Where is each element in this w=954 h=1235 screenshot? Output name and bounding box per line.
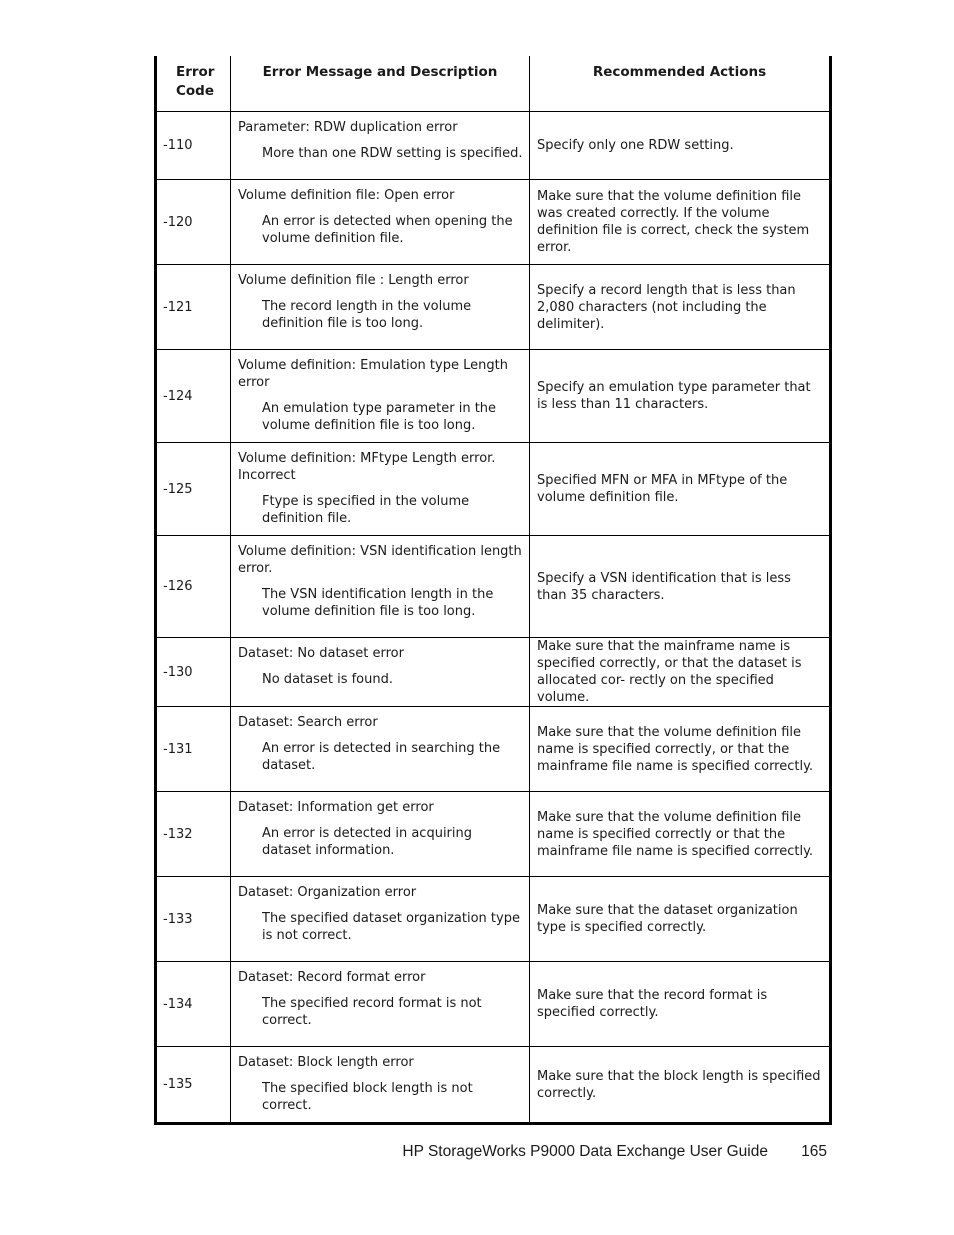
error-message-cell — [231, 877, 530, 962]
error-message-cell — [231, 265, 530, 350]
header-error-message: Error Message and Description — [231, 56, 530, 112]
error-message-title: Parameter: RDW duplication error — [238, 120, 458, 135]
table-row — [156, 265, 831, 350]
footer-document-title: HP StorageWorks P9000 Data Exchange User Guide — [402, 1143, 768, 1160]
error-code-cell: -121 — [156, 265, 231, 350]
error-message-description: The record length in the volume definition file is too long. — [262, 299, 472, 331]
error-message-title: Dataset: Block length error — [238, 1055, 414, 1070]
error-code-cell: -124 — [156, 350, 231, 443]
error-message-cell — [231, 792, 530, 877]
error-message-cell — [231, 536, 530, 638]
header-error-code-line2: Code — [176, 83, 215, 99]
error-message-description: The specified record format is not correct. — [262, 996, 482, 1028]
recommended-action-cell: Make sure that the record format is specified correctly. — [530, 962, 831, 1047]
error-code-cell: -131 — [156, 707, 231, 792]
table-row — [156, 792, 831, 877]
table-row — [156, 443, 831, 536]
table-row — [156, 877, 831, 962]
table-row — [156, 180, 831, 265]
error-message-description: An error is detected when opening the volume definition file. — [262, 214, 513, 246]
error-message-title: Dataset: Information get error — [238, 800, 434, 815]
error-message-cell — [231, 962, 530, 1047]
error-message-cell — [231, 180, 530, 265]
error-code-cell: -133 — [156, 877, 231, 962]
header-error-code — [156, 56, 231, 112]
recommended-action-cell: Specified MFN or MFA in MFtype of the volume definition file. — [530, 443, 831, 536]
error-message-cell — [231, 638, 530, 707]
error-message-description: The VSN identification length in the volume definition file is too long. — [262, 587, 494, 619]
error-message-title: Volume definition file: Open error — [238, 188, 455, 203]
table-row — [156, 962, 831, 1047]
recommended-action-cell: Make sure that the volume definition file name is specified correctly or that the mainframe file name is specified correctly. — [530, 792, 831, 877]
error-message-description: An error is detected in acquiring dataset information. — [262, 826, 473, 858]
error-message-description: The specified dataset organization type is not correct. — [262, 911, 520, 943]
recommended-action-cell: Specify a VSN identification that is less than 35 characters. — [530, 536, 831, 638]
error-message-title: Dataset: No dataset error — [238, 646, 404, 661]
error-message-title: Volume definition file : Length error — [238, 273, 469, 288]
error-message-title: Volume definition: Emulation type Length error — [238, 358, 508, 390]
error-message-description: The specified block length is not correct. — [262, 1081, 473, 1113]
error-message-description: More than one RDW setting is specified. — [262, 146, 523, 161]
header-error-code-line1: Error — [176, 64, 215, 80]
recommended-action-cell: Make sure that the mainframe name is specified correctly, or that the dataset is allocated cor- rectly on the specified volume. — [530, 638, 831, 707]
error-message-description: An emulation type parameter in the volume definition file is too long. — [262, 401, 497, 433]
recommended-action-cell: Make sure that the block length is specified correctly. — [530, 1047, 831, 1124]
recommended-action-cell: Specify an emulation type parameter that is less than 11 characters. — [530, 350, 831, 443]
error-message-cell — [231, 1047, 530, 1124]
recommended-action-cell: Specify a record length that is less than 2,080 characters (not including the delimiter). — [530, 265, 831, 350]
error-code-table — [154, 56, 832, 1125]
error-message-title: Volume definition: MFtype Length error. Incorrect — [238, 451, 496, 483]
error-code-cell: -125 — [156, 443, 231, 536]
error-code-cell: -135 — [156, 1047, 231, 1124]
table-row — [156, 350, 831, 443]
error-code-cell: -110 — [156, 112, 231, 180]
error-code-cell: -120 — [156, 180, 231, 265]
error-message-description: An error is detected in searching the dataset. — [262, 741, 501, 773]
recommended-action-cell: Make sure that the dataset organization type is specified correctly. — [530, 877, 831, 962]
table-row — [156, 112, 831, 180]
error-message-title: Volume definition: VSN identification length error. — [238, 544, 522, 576]
error-code-cell: -130 — [156, 638, 231, 707]
error-message-cell — [231, 112, 530, 180]
page-footer — [0, 1143, 954, 1165]
error-message-cell — [231, 707, 530, 792]
error-message-description: Ftype is specified in the volume definition file. — [262, 494, 470, 526]
table-row — [156, 536, 831, 638]
error-message-cell — [231, 350, 530, 443]
recommended-action-cell: Specify only one RDW setting. — [530, 112, 831, 180]
recommended-action-cell: Make sure that the volume definition file was created correctly. If the volume definition file is correct, check the system error. — [530, 180, 831, 265]
error-code-cell: -134 — [156, 962, 231, 1047]
error-message-title: Dataset: Search error — [238, 715, 378, 730]
error-message-title: Dataset: Record format error — [238, 970, 426, 985]
recommended-action-cell: Make sure that the volume definition file name is specified correctly, or that the mainframe file name is specified correctly. — [530, 707, 831, 792]
error-message-description: No dataset is found. — [262, 672, 394, 687]
error-message-cell — [231, 443, 530, 536]
table-row — [156, 638, 831, 707]
error-message-title: Dataset: Organization error — [238, 885, 417, 900]
table-body — [156, 112, 831, 1124]
table-row — [156, 1047, 831, 1124]
error-code-cell: -132 — [156, 792, 231, 877]
error-code-cell: -126 — [156, 536, 231, 638]
table-header-row — [156, 56, 831, 112]
footer-page-number: 165 — [801, 1143, 827, 1160]
header-recommended-actions: Recommended Actions — [530, 56, 831, 112]
table-row — [156, 707, 831, 792]
